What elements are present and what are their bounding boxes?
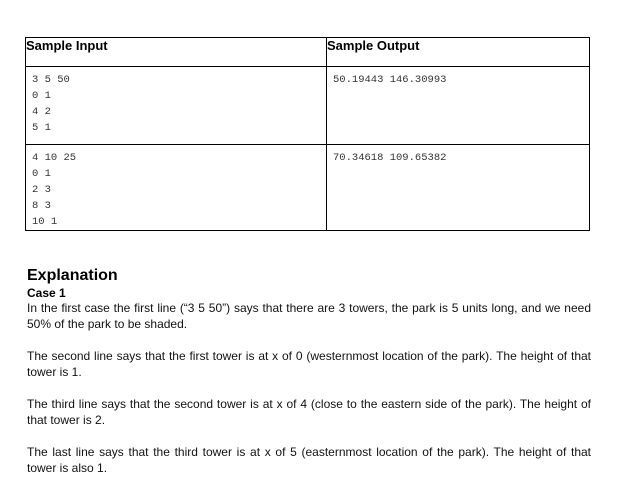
explanation-paragraph: In the first case the first line (“3 5 50”) says that there are 3 towers, the park is 5 units long, and we need 50% of the park to be shaded. (27, 301, 591, 331)
explanation-paragraph: The third line says that the second tower is at x of 4 (close to the eastern side of the park). The height of that tower is 2. (27, 397, 591, 427)
sample-table (25, 37, 590, 231)
case-label: Case 1 (27, 286, 66, 300)
table-row (26, 145, 590, 231)
sample-input-header: Sample Input (26, 38, 327, 67)
sample-output-cell (327, 67, 590, 145)
sample-input-text: 4 10 25 0 1 2 3 8 3 10 1 (32, 152, 77, 228)
sample-output-text: 70.34618 109.65382 (333, 152, 447, 164)
sample-output-cell (327, 145, 590, 231)
table-row (26, 67, 590, 145)
sample-output-header: Sample Output (327, 38, 590, 67)
sample-input-cell (26, 67, 327, 145)
explanation-section (27, 266, 591, 476)
sample-output-text: 50.19443 146.30993 (333, 74, 447, 86)
explanation-paragraph: The second line says that the first tower is at x of 0 (westernmost location of the park). The height of that tower is 1. (27, 349, 591, 379)
explanation-heading: Explanation (27, 267, 118, 284)
sample-input-text: 3 5 50 0 1 4 2 5 1 (32, 74, 70, 134)
sample-input-cell (26, 145, 327, 231)
explanation-paragraph: The last line says that the third tower is at x of 5 (easternmost location of the park). The height of that tower is also 1. (27, 445, 591, 475)
